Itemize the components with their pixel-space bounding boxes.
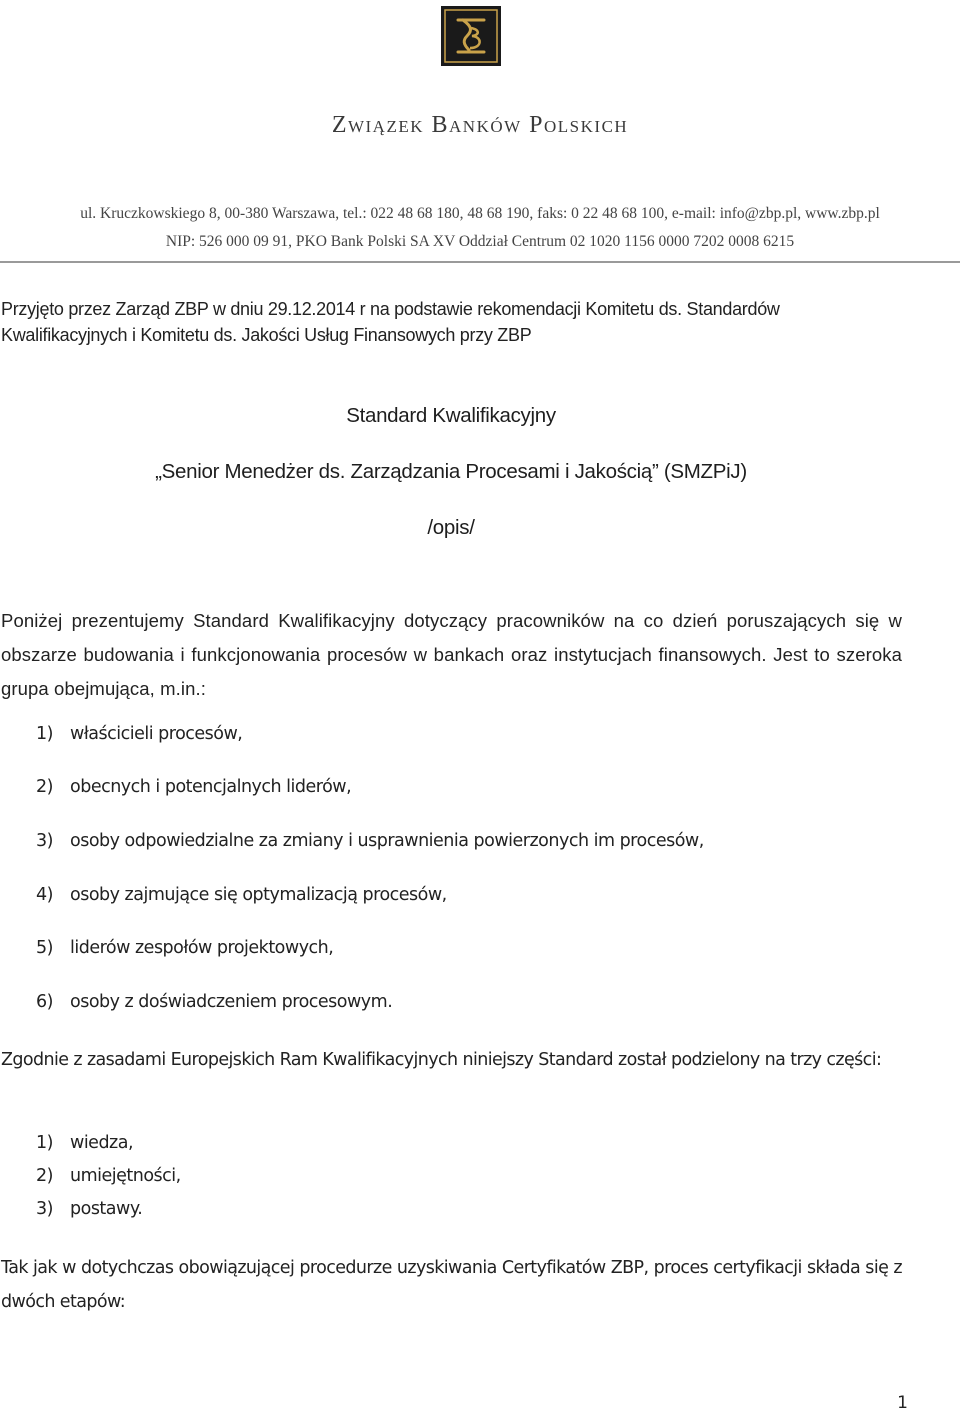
role-title: „Senior Menedżer ds. Zarządzania Procesami i Jakością” (SMZPiJ) [155, 460, 747, 483]
intro-paragraph: Poniżej prezentujemy Standard Kwalifikacyjny dotyczący pracowników na co dzień poruszających się w obszarze budowania i funkcjonowania procesów w bankach oraz instytucjach finansowych. Jest to szeroka grupa obejmująca, m.in.: [1, 610, 902, 699]
certification-paragraph: Tak jak w dotychczas obowiązującej procedurze uzyskiwania Certyfikatów ZBP, proces certyfikacji składa się z dwóch etapów: [1, 1258, 902, 1312]
list-item: 6) osoby z doświadczeniem procesowym. [36, 992, 393, 1012]
structure-paragraph: Zgodnie z zasadami Europejskich Ram Kwalifikacyjnych niniejszy Standard został podzielony na trzy części: [1, 1050, 882, 1070]
adoption-note: Przyjęto przez Zarząd ZBP w dniu 29.12.2014 r na podstawie rekomendacji Komitetu ds. Standardów Kwalifikacyjnych i Komitetu ds. Jakości Usług Finansowych przy ZBP [1, 299, 780, 345]
contact-address-line: ul. Kruczkowskiego 8, 00-380 Warszawa, tel.: 022 48 68 180, 48 68 190, faks: 0 22 48 68 100, e-mail: info@zbp.pl, www.zbp.pl [80, 205, 880, 222]
description-label: /opis/ [427, 516, 475, 539]
header-divider [0, 261, 960, 263]
contact-bank-line: NIP: 526 000 09 91, PKO Bank Polski SA XV Oddział Centrum 02 1020 1156 0000 7202 0008 6215 [165, 233, 795, 250]
list-item: 3) osoby odpowiedzialne za zmiany i usprawnienia powierzonych im procesów, [36, 831, 704, 851]
zbp-logo [441, 6, 501, 66]
list-item: 4) osoby zajmujące się optymalizacją procesów, [36, 885, 447, 905]
list-item: 3) postawy. [36, 1199, 143, 1219]
list-item: 1) właścicieli procesów, [36, 724, 243, 744]
list-item: 5) liderów zespołów projektowych, [36, 938, 334, 958]
organization-name: Związek Banków Polskich [331, 112, 629, 138]
list-item: 1) wiedza, [36, 1133, 134, 1153]
list-item: 2) obecnych i potencjalnych liderów, [36, 777, 352, 797]
document-title: Standard Kwalifikacyjny [346, 404, 556, 427]
page-number: 1 [897, 1393, 908, 1413]
list-item: 2) umiejętności, [36, 1166, 181, 1186]
